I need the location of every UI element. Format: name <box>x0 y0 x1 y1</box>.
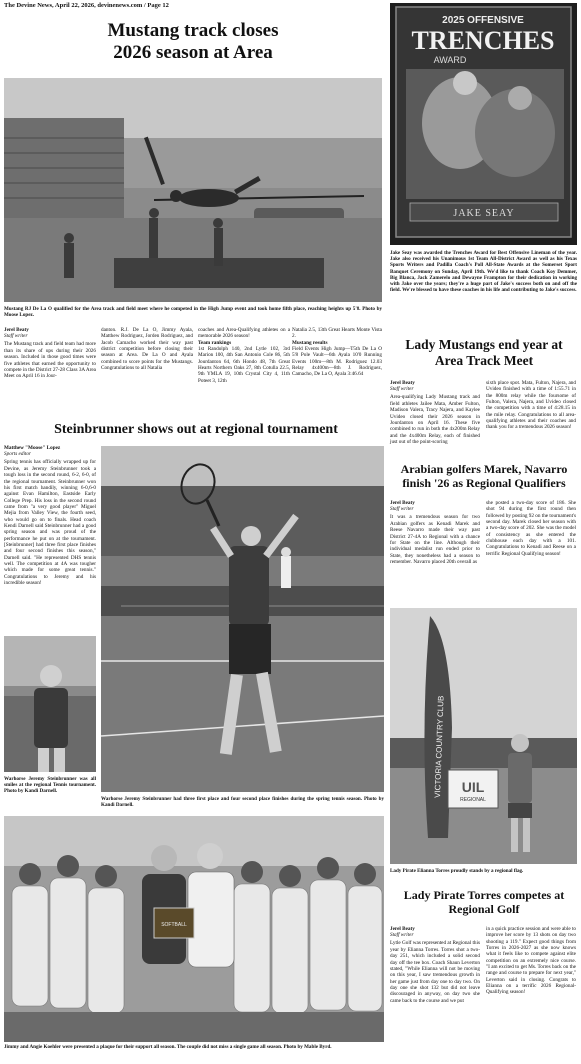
byline: Jerel Beaty Staff writer <box>390 500 415 513</box>
plaque-name-text: JAKE SEAY <box>453 208 515 219</box>
regional-flag-photo <box>390 608 577 864</box>
article-text: Spring tennis has officially wrapped up for Devine, as Jeremy Steinbrunner took a tough loss in the second round, 6-2, 6-0, of the regional tournament. Steinbrunner won his first match handily, winning 6-0,6-0 against Evan Hamilton, Eastside Early College Prep. His loss in the second round came from "a very good player" Miguel Mejia from Valley View, the fourth seed, who would go on to finals. Head coach Kendi Darnell said Steinbrunner had a good spring season and was proud of the performance he put on at the tournament. [Steinbrunner] had three first place finishes and four second finishes this season," Darnell said. "He represented DHS tennis well. The competition at 4A was tougher which made for some great tennis." Congratulations to Jeremy and his incredible season! <box>4 459 96 586</box>
trenches-caption: Jake Seay was awarded the Trenches Award for Best Offensive Lineman of the year. Jake also received his Unanimous 1st Team All-District Award as well as his Texas Sports Writers and Padilla Coach's Poll All-State Awards at the Somerset Sport Banquet Ceremony on Sunday, April 19th. We'd like to thank Coach Koy Demmer, Big Blanca, Jack Zamerelo and Dewayne Frampton for their dedication in working with Jake over the years; they're a huge part of Jake's success both on and off the field. We're blessed to have these coaches in his life and contributing to Jake's success. <box>390 250 577 294</box>
byline: Jerel Beaty Staff writer <box>390 926 415 939</box>
mustang-track-headline <box>4 20 382 64</box>
headline-line-1: Mustang track closes <box>107 20 279 41</box>
lady-mustangs-headline: Lady Mustangs end year at Area Track Meet <box>405 337 563 368</box>
article-text: It was a tremendous season for two Arabian golfers as Kenadi Marek and Reese Navarro made their way past District 27-4A to Regional with a chance for State on the line. Although their individual medalist run ended prior to State, they nonetheless had a season to remember. Navarro placed 20th overall as <box>390 514 480 565</box>
torres-col-2: in a quick practice session and were able to improve her score by 13 shots on day two shooting a 119." Expect good things from Torres in 2026-2027 as she now knows what it feels like to compete against elite competition on an extremely nice course. "I am excited to get Ms. Torres back on the range and course to prepare for next year," Leverton said in closing. Congrats to Elianna on a terrific 2026 Regional-Qualifying season! <box>486 926 576 996</box>
svg-text:UIL: UIL <box>461 779 485 795</box>
article-text: The Mustang track and field team had more than its share of ups during their 2026 season. Included in those good times were five athletes that earned the opportunity to compete in the District 27-28 Class 3A Area Meet on April 16 in Jour- <box>4 341 96 380</box>
golf-col-2: she posted a two-day score of 186. She shot 94 during the first round then followed by posting 92 on the tournament's second day. Marek closed her season with a two-day score of 202. She was the model of consistency as she entered the clubhouse each day with a 101. Congratulations to Kenadi and Reese on a terrific Regional Qualifying season! <box>486 500 576 557</box>
masthead: The Devine News, April 22, 2026, devinenews.com / Page 12 <box>4 2 169 9</box>
flag-text: VICTORIA COUNTRY CLUB <box>433 695 446 799</box>
byline: Jerel Beaty Staff writer <box>390 380 415 393</box>
steinbrunner-smile-caption: Warhorse Jeremy Steinbrunner was all smiles at the regional Tennis tournament. Photo by Kandi Darnell. <box>4 776 96 795</box>
plaque-text: SOFTBALL <box>161 922 187 928</box>
mustang-track-col-3 <box>198 327 290 384</box>
byline: Matthew "Moose" Lopez Sports editor <box>4 445 61 458</box>
steinbrunner-smile-photo <box>4 636 96 772</box>
softball-team-photo <box>4 816 384 1042</box>
mustang-results-heading: Mustang results <box>292 339 328 346</box>
mustang-track-col-2: danton. R.J. De La O, Jimmy Ayala, Matthew Rodriguez, Jorden Rodriguez, and Jacob Camacho worked their way past district competition before closing their season at Area. De La O and Ayala combined to score points for the Mustangs. Congratulations to all Natalia <box>101 327 193 372</box>
byline: Jerel Beaty Staff writer <box>4 327 29 340</box>
article-text: Natalia 2.5, 13th Great Hearts Monte Vista 2. <box>292 327 382 340</box>
article-text: Area-qualifying Lady Mustang track and field athletes Jailee Mata, Amber Fulton, Madison Valera, Tracy Najera, and Kaylee Uvideo closed their 2026 season in Jourdanton on April 16. These five combined to run in both the 4x200m Relay and the 4x400m Relay, each of finished just out of the point-scoring <box>390 394 480 445</box>
results-text: Field Events High Jump—T5th De La O 5'8 Pole Vault—6th Ayala 10'0 Running Events 100m—8th M. Rodriguez 12.03 Relay 4x400m—8th J. Rodriguez, Camacho, De La O, Ayala 3:46.64 <box>292 346 382 378</box>
trenches-award-photo <box>390 3 577 245</box>
regional-sign-text: REGIONAL <box>460 797 486 803</box>
steinbrunner-text-col <box>4 445 96 586</box>
article-text: Lytle Golf was represented at Regional this year by Elianna Torres. Torres shot a two-day 251, which included a solid second day off the tee box. Coach Shaun Leverton stated, "While Elianna will not be moving on this year, I saw tremendous growth in her game just from day one to day two. On day one she shot 132 but did not leave discouraged in anyway, on day two she came back to the course and we put <box>390 940 480 1004</box>
golf-col-1 <box>390 500 480 565</box>
regional-flag-caption: Lady Pirate Elianna Torres proudly stands by a regional flag. <box>390 868 524 874</box>
high-jump-caption: Mustang RJ De La O qualified for the Area track and field meet where he competed in the High Jump event and took home fifth place, reaching heights up 5'8. Photo by Moose Lopez. <box>4 306 382 319</box>
team-rankings-text: 1st Randolph 140, 2nd Lytle 102, 3rd Marion 100, 4th San Antonio Cole 86, 5th Jourdanton 64, 6th Hondo 48, 7th Great Hearts Northern Oaks 27, 8th Cotulla 22.5, 9th YMLA 19, 10th Crystal City 4, 11th Poteet 3, 12th <box>198 346 290 384</box>
tennis-serve-caption: Warhorse Jeremy Steinbrunner had three first place and four second place finishes during the spring tennis season. Photo by Kandi Darnell. <box>101 796 384 809</box>
mustang-track-col-4 <box>292 327 382 378</box>
headline-line-2: 2026 season at Area <box>113 41 273 63</box>
mustang-track-col-1 <box>4 327 96 380</box>
softball-caption: Jimmy and Angie Koehler were presented a plaque for their support all season. The couple did not miss a single game all season. Photo by Mable Byrd. <box>4 1044 332 1050</box>
high-jump-photo <box>4 78 382 302</box>
lady-mustangs-col-2: sixth place spot. Mata, Fulton, Najera, and Uvideo finished with a time of 1:55.71 in the 800m relay while the foursome of Fulton, Valera, Najera, and Uvideo closed the competition with a time of 4:28.15 in the mile relay. Congratulations to all area-qualifying athletes and their coaches and thank you for a tremendous 2026 season! <box>486 380 576 431</box>
plaque-big-text: TRENCHES <box>411 26 555 55</box>
torres-col-1 <box>390 926 480 1004</box>
tennis-serve-photo <box>101 446 384 792</box>
torres-headline: Lady Pirate Torres competes at Regional Golf <box>403 888 565 916</box>
golf-headline: Arabian golfers Marek, Navarro finish '26 as Regional Qualifiers <box>400 462 568 490</box>
plaque-top-text: 2025 OFFENSIVE <box>442 15 524 26</box>
steinbrunner-headline: Steinbrunner shows out at regional tournament <box>54 422 338 437</box>
team-rankings-heading: Team rankings <box>198 339 232 346</box>
plaque-award-text: AWARD <box>433 55 467 65</box>
lady-mustangs-col-1 <box>390 380 480 445</box>
article-text: coaches and Area-Qualifying athletes on a memorable 2026 season! <box>198 327 290 340</box>
